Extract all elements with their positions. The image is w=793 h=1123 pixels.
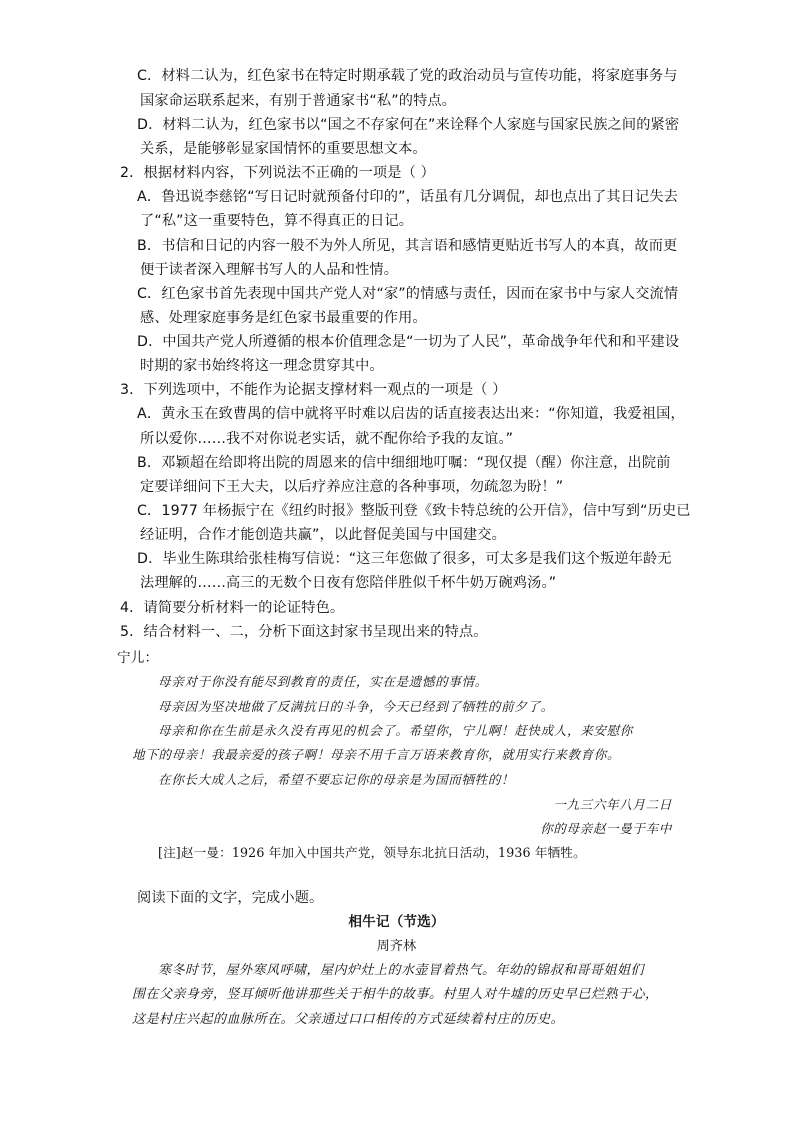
q3-option-c-line2: 经证明，合作才能创造共赢”，以此督促美国与中国建交。	[140, 527, 506, 543]
q4-stem: 4．请简要分析材料一的论证特色。	[120, 600, 345, 616]
letter-line-1: 母亲对于你没有能尽到教育的责任，实在是遗憾的事情。	[158, 674, 488, 689]
article-para-line-3: 这是村庄兴起的血脉所在。父亲通过口口相传的方式延续着村庄的历史。	[132, 1012, 565, 1027]
q2-option-b-line1: B．书信和日记的内容一般不为外人所见，其言语和感情更贴近书写人的本真，故而更	[137, 238, 678, 254]
q3-option-d-line1: D．毕业生陈琪给张桂梅写信说：“这三年您做了很多，可太多是我们这个叛逆年龄无	[137, 551, 672, 567]
letter-line-3: 母亲和你在生前是永久没有再见的机会了。希望你，宁儿啊！赶快成人，来安慰你	[158, 723, 633, 738]
q3-option-b-line2: 定要详细问下王大夫，以后疗养应注意的各种事项，勿疏忽为盼！”	[140, 479, 564, 495]
letter-line-4: 地下的母亲！我最亲爱的孩子啊！母亲不用千言万语来教育你，就用实行来教育你。	[132, 747, 621, 762]
q3-option-c-line1: C．1977 年杨振宁在《纽约时报》整版刊登《致卡特总统的公开信》，信中写到“历史已	[137, 503, 691, 519]
q1-option-d-line2: 关系，是能够彰显家国情怀的重要思想文本。	[140, 141, 427, 157]
q1-option-c-line1: C．材料二认为，红色家书在特定时期承载了党的政治动员与宣传功能，将家庭事务与	[137, 68, 678, 84]
q2-option-a-line2: 了“私”这一重要特色，算不得真正的日记。	[140, 213, 414, 229]
q2-option-d-line1: D．中国共产党人所遵循的根本价值理念是“一切为了人民”，革命战争年代和和平建设	[137, 334, 680, 350]
article-author: 周齐林	[376, 939, 417, 954]
q2-option-b-line2: 便于读者深入理解书写人的人品和性情。	[140, 262, 399, 278]
q2-option-d-line2: 时期的家书始终将这一理念贯穿其中。	[140, 358, 384, 374]
q2-option-c-line1: C．红色家书首先表现中国共产党人对“家”的情感与责任，因而在家书中与家人交流情	[137, 286, 679, 302]
article-para-line-1: 寒冬时节，屋外寒风呼啸，屋内炉灶上的水壶冒着热气。年幼的锦叔和哥哥姐姐们	[158, 963, 645, 978]
q2-stem: 2．根据材料内容，下列说法不正确的一项是（ ）	[120, 165, 435, 181]
q5-stem: 5．结合材料一、二，分析下面这封家书呈现出来的特点。	[120, 624, 488, 640]
letter-line-2: 母亲因为坚决地做了反满抗日的斗争，今天已经到了牺牲的前夕了。	[158, 699, 554, 714]
letter-date: 一九三六年八月二日	[553, 797, 672, 812]
article-para-line-2: 围在父亲身旁，竖耳倾听他讲那些关于相牛的故事。村里人对牛墟的历史早已烂熟于心，	[132, 987, 659, 1002]
q3-option-d-line2: 法理解的……高三的无数个日夜有您陪伴胜似千杯牛奶万碗鸡汤。”	[140, 575, 557, 591]
reading-intro: 阅读下面的文字，完成小题。	[137, 890, 324, 906]
q3-option-a-line1: A．黄永玉在致曹禺的信中就将平时难以启齿的话直接表达出来：“你知道，我爱祖国，	[137, 406, 685, 422]
q2-option-a-line1: A．鲁迅说李慈铭“写日记时就预备付印的”，话虽有几分调侃，却也点出了其日记失去	[137, 189, 679, 205]
article-title: 相牛记（节选）	[348, 914, 445, 930]
q1-option-d-line1: D．材料二认为，红色家书以“国之不存家何在”来诠释个人家庭与国家民族之间的紧密	[137, 117, 680, 133]
letter-footnote: [注]赵一曼：1926 年加入中国共产党，领导东北抗日活动，1936 年牺牲。	[158, 845, 586, 860]
q3-option-b-line1: B．邓颖超在给即将出院的周恩来的信中细细地叮嘱：“现仅提（醒）你注意，出院前	[137, 455, 671, 471]
q3-option-a-line2: 所以爱你……我不对你说老实话，就不配你给予我的友谊。”	[140, 431, 514, 447]
q1-option-c-line2: 国家命运联系起来，有别于普通家书“私”的特点。	[140, 93, 457, 109]
letter-line-5: 在你长大成人之后，希望不要忘记你的母亲是为国而牺牲的！	[158, 772, 515, 787]
q3-stem: 3．下列选项中，不能作为论据支撑材料一观点的一项是（ ）	[120, 382, 507, 398]
letter-salutation: 宁儿：	[117, 650, 159, 666]
letter-signature: 你的母亲赵一曼于车中	[540, 821, 672, 836]
q2-option-c-line2: 感、处理家庭事务是红色家书最重要的作用。	[140, 310, 427, 326]
